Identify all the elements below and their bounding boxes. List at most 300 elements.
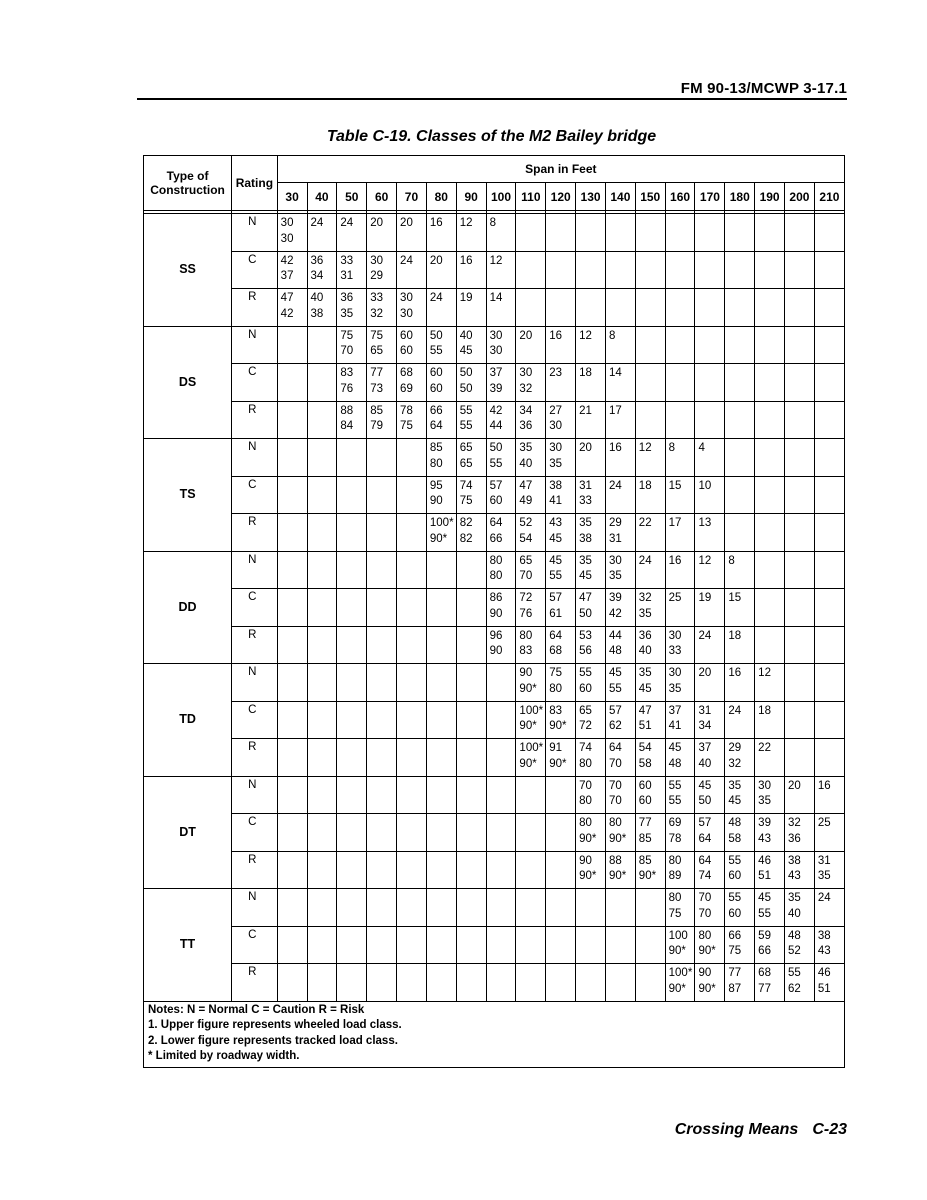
class-value-cell [516,326,546,364]
wheeled-class-value: 18 [579,367,592,379]
class-value-cell [426,626,456,664]
class-value-cell [785,964,815,1002]
tracked-class-value: 77 [758,982,771,995]
document-id: FM 90-13/MCWP 3-17.1 [680,80,847,97]
wheeled-class-value: 82 [459,517,473,529]
tracked-class-value: 70 [340,345,354,357]
class-value-cell [397,664,427,702]
class-value-cell [665,476,695,514]
class-value-cell [576,289,606,327]
tracked-class-value: 60 [429,382,443,395]
tracked-class-value: 60 [489,495,503,507]
tracked-class-value: 80 [579,757,592,770]
wheeled-class-value: 18 [638,479,652,492]
class-value-cell [725,589,755,627]
class-value-cell [337,851,367,889]
class-value-cell [337,476,367,514]
wheeled-class-value: 96 [489,629,503,642]
class-value-cell [576,551,606,589]
class-value-cell [725,364,755,402]
tracked-class-value: 50 [459,382,473,395]
tracked-class-value: 80 [549,682,563,695]
rating-cell: R [232,514,278,552]
wheeled-class-value: 60 [638,779,652,792]
tracked-class-value: 75 [728,945,742,957]
class-value-cell [426,889,456,927]
tracked-class-value: 33 [579,495,592,507]
class-value-cell [277,851,307,889]
wheeled-class-value: 48 [788,929,801,942]
bailey-bridge-class-table [143,155,845,1068]
tracked-class-value: 55 [668,795,682,807]
class-value-cell [307,626,337,664]
class-value-cell [367,251,397,289]
tracked-class-value: 31 [340,270,354,282]
class-value-cell [785,289,815,327]
class-value-cell [576,251,606,289]
class-value-cell [516,814,546,852]
tracked-class-value: 34 [698,720,712,732]
wheeled-class-value: 16 [459,254,473,267]
wheeled-class-value: 40 [459,329,473,342]
note-2: 2. Lower figure represents tracked load class. [148,1034,398,1047]
class-value-cell [397,326,427,364]
class-value-cell [695,701,725,739]
span-in-feet-header: Span in Feet [277,156,844,183]
class-value-cell [576,889,606,927]
class-value-cell [426,739,456,777]
wheeled-class-value: 64 [608,742,622,754]
class-value-cell [546,701,576,739]
class-value-cell [277,251,307,289]
wheeled-class-value: 78 [400,404,413,417]
wheeled-class-value: 23 [549,367,563,379]
class-value-cell [695,251,725,289]
wheeled-class-value: 100* [519,704,544,717]
wheeled-class-value: 39 [758,817,771,829]
class-value-cell [277,214,307,252]
class-value-cell [546,476,576,514]
class-value-cell [546,589,576,627]
wheeled-class-value: 100* [519,742,544,754]
footer-page-number: C-23 [812,1121,847,1138]
class-value-cell [516,926,546,964]
wheeled-class-value: 33 [370,292,383,304]
class-value-cell [814,776,844,814]
construction-type-cell: SS [144,214,232,327]
tracked-class-value: 85 [638,832,652,845]
class-value-cell [695,514,725,552]
class-value-cell [576,514,606,552]
class-value-cell [277,626,307,664]
construction-type-cell: TT [144,889,232,1002]
wheeled-class-value: 77 [638,817,652,829]
class-value-cell [785,851,815,889]
class-value-cell [814,626,844,664]
wheeled-class-value: 40 [310,292,324,304]
class-value-cell [576,851,606,889]
wheeled-class-value: 64 [489,517,503,529]
table-row [144,364,845,402]
class-value-cell [486,401,516,439]
class-value-cell [665,401,695,439]
wheeled-class-value: 85 [638,854,652,867]
class-value-cell [337,514,367,552]
tracked-class-value: 90* [608,832,627,845]
notes-legend: Notes: N = Normal C = Caution R = Risk [148,1003,365,1016]
wheeled-class-value: 80 [608,817,622,829]
class-value-cell [695,214,725,252]
wheeled-class-value: 12 [489,254,503,267]
span-header-cell: 190 [755,183,785,211]
class-value-cell [814,439,844,477]
class-value-cell [665,514,695,552]
class-value-cell [546,251,576,289]
wheeled-class-value: 90 [579,854,592,867]
wheeled-class-value: 75 [340,329,354,342]
tracked-class-value: 33 [668,645,682,657]
tracked-class-value: 90* [579,832,597,845]
rating-header: Rating [232,156,278,211]
class-value-cell [755,776,785,814]
tracked-class-value: 32 [728,757,742,770]
class-value-cell [814,476,844,514]
class-value-cell [367,701,397,739]
wheeled-class-value: 29 [728,742,742,754]
span-header-cell: 90 [456,183,486,211]
span-header-cell: 160 [665,183,695,211]
class-value-cell [277,476,307,514]
class-value-cell [277,889,307,927]
wheeled-class-value: 77 [728,967,742,979]
class-value-cell [725,626,755,664]
table-row [144,926,845,964]
class-value-cell [516,214,546,252]
tracked-class-value: 41 [668,720,682,732]
class-value-cell [605,739,635,777]
wheeled-class-value: 74 [579,742,592,754]
table-row [144,964,845,1002]
class-value-cell [814,964,844,1002]
class-value-cell [277,926,307,964]
class-value-cell [337,776,367,814]
tracked-class-value: 60 [579,682,592,695]
class-value-cell [785,701,815,739]
wheeled-class-value: 37 [698,742,712,754]
note-1: 1. Upper figure represents wheeled load class. [148,1019,402,1031]
wheeled-class-value: 39 [608,592,622,604]
rating-cell: R [232,739,278,777]
class-value-cell [605,926,635,964]
class-value-cell [486,476,516,514]
class-value-cell [576,739,606,777]
class-value-cell [605,626,635,664]
class-value-cell [755,401,785,439]
class-value-cell [546,889,576,927]
class-value-cell [785,664,815,702]
wheeled-class-value: 55 [728,892,742,904]
tracked-class-value: 40 [638,645,652,657]
tracked-class-value: 35 [758,795,771,807]
class-value-cell [456,701,486,739]
tracked-class-value: 62 [788,982,801,995]
class-value-cell [307,776,337,814]
class-value-cell [397,926,427,964]
class-value-cell [426,214,456,252]
class-value-cell [426,851,456,889]
tracked-class-value: 79 [370,420,383,432]
wheeled-class-value: 100* [668,967,693,979]
class-value-cell [397,476,427,514]
class-value-cell [426,926,456,964]
span-header-cell: 30 [277,183,307,211]
class-value-cell [426,401,456,439]
wheeled-class-value: 68 [400,367,413,379]
wheeled-class-value: 31 [698,704,712,717]
class-value-cell [307,589,337,627]
wheeled-class-value: 35 [579,554,592,567]
wheeled-class-value: 75 [370,329,383,342]
wheeled-class-value: 55 [788,967,801,979]
class-value-cell [635,589,665,627]
class-value-cell [755,251,785,289]
tracked-class-value: 40 [519,457,533,470]
table-row [144,664,845,702]
wheeled-class-value: 70 [698,892,712,904]
wheeled-class-value: 24 [698,629,712,642]
class-value-cell [725,964,755,1002]
wheeled-class-value: 35 [638,667,652,679]
class-value-cell [814,289,844,327]
tracked-class-value: 51 [638,720,652,732]
class-value-cell [814,251,844,289]
class-value-cell [367,551,397,589]
tracked-class-value: 43 [817,945,831,957]
wheeled-class-value: 80 [698,929,712,942]
rating-cell: C [232,814,278,852]
class-value-cell [307,551,337,589]
class-value-cell [367,401,397,439]
class-value-cell [397,889,427,927]
class-value-cell [635,664,665,702]
class-value-cell [576,701,606,739]
class-value-cell [486,964,516,1002]
class-value-cell [456,251,486,289]
tracked-class-value: 32 [370,307,383,320]
class-value-cell [277,364,307,402]
class-value-cell [426,701,456,739]
class-value-cell [546,814,576,852]
class-value-cell [635,551,665,589]
class-value-cell [546,739,576,777]
class-value-cell [814,701,844,739]
class-value-cell [695,964,725,1002]
table-body [144,211,845,1002]
class-value-cell [785,551,815,589]
class-value-cell [755,964,785,1002]
wheeled-class-value: 45 [758,892,771,904]
class-value-cell [695,776,725,814]
wheeled-class-value: 27 [549,404,563,417]
tracked-class-value: 35 [608,570,622,582]
class-value-cell [785,364,815,402]
wheeled-class-value: 30 [608,554,622,567]
tracked-class-value: 30 [400,307,413,320]
class-value-cell [695,926,725,964]
class-value-cell [605,514,635,552]
class-value-cell [426,476,456,514]
wheeled-class-value: 36 [340,292,354,304]
class-value-cell [337,289,367,327]
tracked-class-value: 40 [698,757,712,770]
class-value-cell [456,326,486,364]
class-value-cell [695,476,725,514]
class-value-cell [725,926,755,964]
rating-cell: R [232,626,278,664]
class-value-cell [486,514,516,552]
class-value-cell [814,664,844,702]
class-value-cell [576,214,606,252]
wheeled-class-value: 48 [728,817,742,829]
class-value-cell [725,251,755,289]
class-value-cell [725,514,755,552]
rating-cell: R [232,964,278,1002]
wheeled-class-value: 31 [579,479,592,492]
class-value-cell [516,439,546,477]
class-value-cell [546,776,576,814]
rating-cell: N [232,326,278,364]
tracked-class-value: 90* [668,945,686,957]
class-value-cell [605,326,635,364]
table-row [144,889,845,927]
class-value-cell [307,926,337,964]
wheeled-class-value: 12 [698,554,712,567]
class-value-cell [397,814,427,852]
class-value-cell [337,251,367,289]
class-value-cell [277,701,307,739]
wheeled-class-value: 90 [519,667,533,679]
tracked-class-value: 70 [698,907,712,920]
table-title: Table C-19. Classes of the M2 Bailey bridge [326,128,657,145]
class-value-cell [516,851,546,889]
tracked-class-value: 66 [758,945,771,957]
wheeled-class-value: 69 [668,817,682,829]
class-value-cell [785,589,815,627]
class-value-cell [367,814,397,852]
class-value-cell [456,476,486,514]
tracked-class-value: 50 [579,607,592,620]
wheeled-class-value: 16 [429,217,443,229]
wheeled-class-value: 12 [459,217,473,229]
class-value-cell [665,926,695,964]
rating-cell: N [232,551,278,589]
class-value-cell [635,476,665,514]
wheeled-class-value: 24 [310,217,324,229]
wheeled-class-value: 66 [728,929,742,942]
tracked-class-value: 62 [608,720,622,732]
tracked-class-value: 24 [340,217,354,229]
class-value-cell [695,851,725,889]
wheeled-class-value: 55 [728,854,742,867]
class-value-cell [785,476,815,514]
construction-type-cell: DT [144,776,232,889]
tracked-class-value: 38 [579,532,592,545]
tracked-class-value: 80 [429,457,443,470]
class-value-cell [397,739,427,777]
span-header-cell: 50 [337,183,367,211]
class-value-cell [307,289,337,327]
class-value-cell [785,326,815,364]
class-value-cell [307,214,337,252]
wheeled-class-value: 47 [519,479,533,492]
class-value-cell [516,251,546,289]
tracked-class-value: 75 [668,907,682,920]
page-footer [675,1121,847,1139]
class-value-cell [785,514,815,552]
class-value-cell [665,364,695,402]
class-value-cell [337,739,367,777]
tracked-class-value: 90 [489,607,503,620]
wheeled-class-value: 74 [459,479,473,492]
class-value-cell [456,664,486,702]
span-header-cell: 120 [546,183,576,211]
class-value-cell [307,814,337,852]
tracked-class-value: 45 [549,532,563,545]
table-row [144,851,845,889]
tracked-class-value: 45 [728,795,742,807]
tracked-class-value: 42 [608,607,622,620]
span-header-cell: 200 [785,183,815,211]
class-value-cell [486,776,516,814]
tracked-class-value: 90* [698,982,716,995]
wheeled-class-value: 50 [489,442,503,454]
class-value-cell [277,289,307,327]
rating-cell: C [232,589,278,627]
class-value-cell [695,739,725,777]
tracked-class-value: 44 [489,420,503,432]
class-value-cell [456,814,486,852]
class-value-cell [397,551,427,589]
class-value-cell [755,326,785,364]
class-value-cell [546,439,576,477]
class-value-cell [426,364,456,402]
class-value-cell [456,851,486,889]
tracked-class-value: 90* [668,982,686,995]
class-value-cell [665,889,695,927]
tracked-class-value: 55 [489,457,503,470]
class-value-cell [546,514,576,552]
tracked-class-value: 35 [817,870,831,882]
wheeled-class-value: 8 [489,217,496,229]
span-header-cell: 70 [397,183,427,211]
tracked-class-value: 35 [549,457,563,470]
class-value-cell [785,401,815,439]
wheeled-class-value: 47 [280,292,294,304]
tracked-class-value: 48 [668,757,682,770]
span-header-cell: 150 [635,183,665,211]
class-value-cell [426,776,456,814]
tracked-class-value: 48 [608,645,622,657]
class-value-cell [367,289,397,327]
class-value-cell [426,514,456,552]
table-row [144,776,845,814]
class-value-cell [516,739,546,777]
class-value-cell [755,701,785,739]
wheeled-class-value: 13 [698,517,712,529]
wheeled-class-value: 20 [698,667,712,679]
rating-cell: N [232,889,278,927]
class-value-cell [516,589,546,627]
